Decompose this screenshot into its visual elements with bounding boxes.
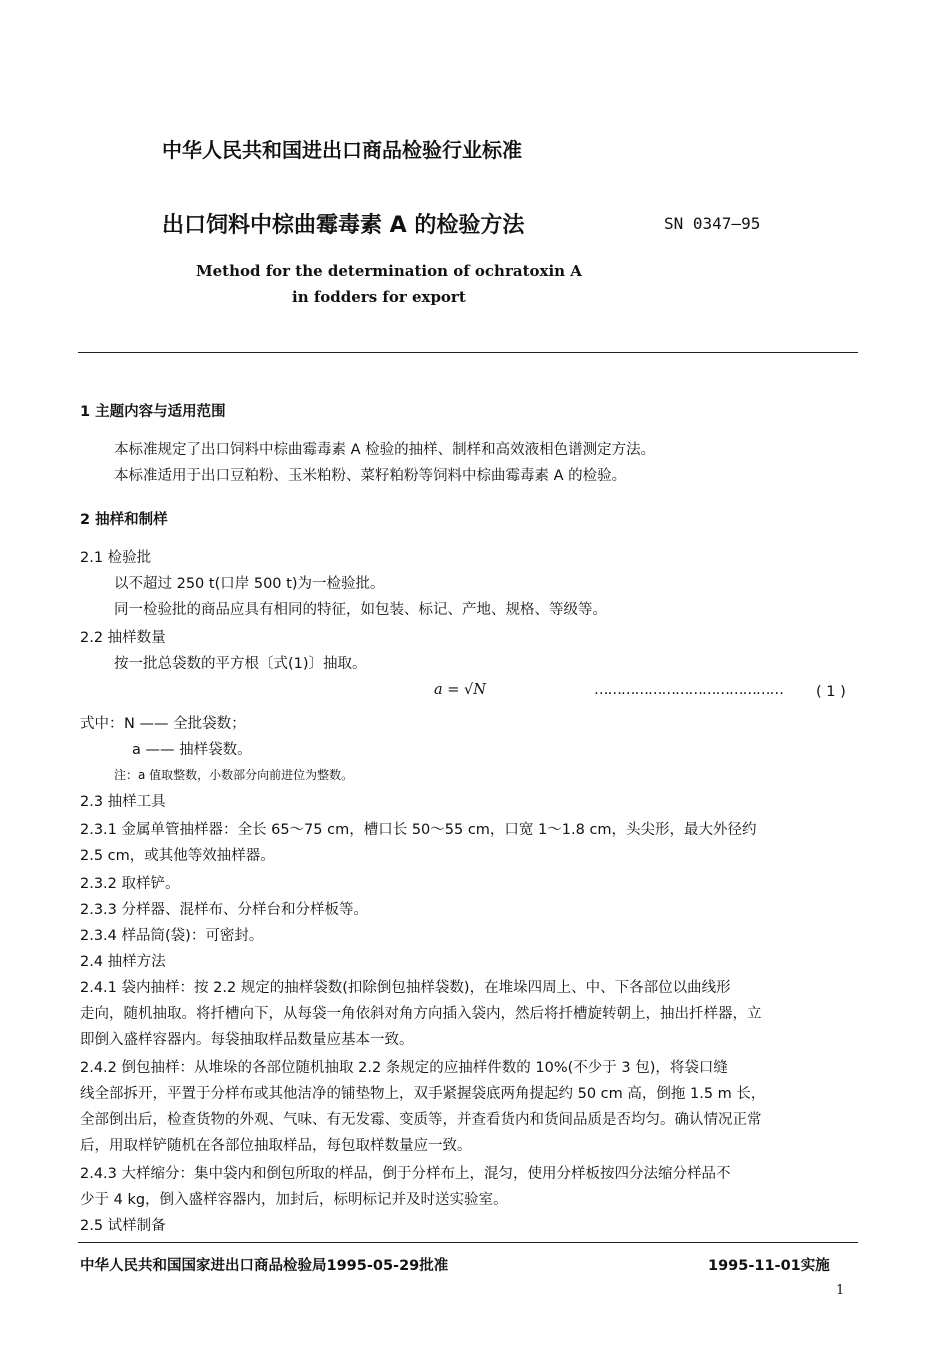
document-title-en-line2: in fodders for export [292, 288, 466, 306]
standard-code: SN 0347—95 [664, 214, 761, 233]
section-1-paragraph-2: 本标准适用于出口豆粕粉、玉米粕粉、菜籽粕粉等饲料中棕曲霉毒素 A 的检验。 [114, 468, 627, 484]
section-1-heading: 1 主题内容与适用范围 [80, 404, 226, 420]
note: 注：a 值取整数，小数部分向前进位为整数。 [114, 768, 354, 782]
clause-2-3-1-line-2: 2.5 cm，或其他等效抽样器。 [80, 848, 275, 864]
clause-2-4-2-line-3: 全部倒出后，检查货物的外观、气味、有无发霉、变质等，并查看货内和货间品质是否均匀。确认情况正常 [80, 1112, 762, 1128]
document-title-en-line1: Method for the determination of ochratoxin A [196, 262, 582, 280]
subsection-2-1-title: 2.1 检验批 [80, 550, 152, 566]
clause-2-4-2-line-2: 线全部拆开，平置于分样布或其他洁净的铺垫物上，双手紧握袋底两角提起约 50 cm 高，倒拖 1.5 m 长， [80, 1086, 766, 1102]
formula-number: ( 1 ) [816, 684, 846, 700]
where-a-definition: a —— 抽样袋数。 [132, 742, 252, 758]
page-number: 1 [836, 1283, 845, 1298]
formula-leader-dots: …………………………………… [594, 682, 783, 698]
clause-2-4-2-line-1: 2.4.2 倒包抽样：从堆垛的各部位随机抽取 2.2 条规定的应抽样件数的 10%(不少于 3 包)，将袋口缝 [80, 1060, 728, 1076]
subsection-2-3-title: 2.3 抽样工具 [80, 794, 166, 810]
formula: a = √N [434, 682, 486, 698]
clause-2-4-1-line-3: 即倒入盛样容器内。每袋抽取样品数量应基本一致。 [80, 1032, 414, 1048]
clause-2-3-3: 2.3.3 分样器、混样布、分样台和分样板等。 [80, 902, 369, 918]
clause-2-3-4: 2.3.4 样品筒(袋)：可密封。 [80, 928, 264, 944]
clause-2-3-2: 2.3.2 取样铲。 [80, 876, 180, 892]
clause-2-4-2-line-4: 后，用取样铲随机在各部位抽取样品，每包取样数量应一致。 [80, 1138, 472, 1154]
document-title-cn: 出口饲料中棕曲霉毒素 A 的检验方法 [162, 213, 525, 238]
subsection-2-2-title: 2.2 抽样数量 [80, 630, 166, 646]
section-2-heading: 2 抽样和制样 [80, 512, 168, 528]
clause-2-3-1-line-1: 2.3.1 金属单管抽样器：全长 65～75 cm，槽口长 50～55 cm，口宽 1～1.8 cm，头尖形，最大外径约 [80, 822, 757, 838]
where-label: 式中： [80, 716, 124, 732]
approval-line: 中华人民共和国国家进出口商品检验局1995-05-29批准 [80, 1258, 449, 1274]
subsection-2-2-paragraph: 按一批总袋数的平方根〔式(1)〕抽取。 [114, 656, 367, 672]
subsection-2-1-paragraph-1: 以不超过 250 t(口岸 500 t)为一检验批。 [114, 576, 385, 592]
standard-category-title: 中华人民共和国进出口商品检验行业标准 [162, 138, 522, 162]
where-N-definition: N —— 全批袋数； [124, 716, 246, 732]
implementation-date: 1995-11-01实施 [708, 1258, 830, 1274]
header-divider [78, 352, 858, 353]
footer-divider [78, 1242, 858, 1243]
section-1-paragraph-1: 本标准规定了出口饲料中棕曲霉毒素 A 检验的抽样、制样和高效液相色谱测定方法。 [114, 442, 656, 458]
clause-2-4-1-line-2: 走向，随机抽取。将扦槽向下，从每袋一角依斜对角方向插入袋内，然后将扦槽旋转朝上，抽出扦样器，立 [80, 1006, 762, 1022]
clause-2-4-3-line-2: 少于 4 kg，倒入盛样容器内，加封后，标明标记并及时送实验室。 [80, 1192, 508, 1208]
clause-2-4-3-line-1: 2.4.3 大样缩分：集中袋内和倒包所取的样品，倒于分样布上，混匀，使用分样板按四分法缩分样品不 [80, 1166, 731, 1182]
subsection-2-4-title: 2.4 抽样方法 [80, 954, 166, 970]
subsection-2-5-title: 2.5 试样制备 [80, 1218, 166, 1234]
subsection-2-1-paragraph-2: 同一检验批的商品应具有相同的特征，如包装、标记、产地、规格、等级等。 [114, 602, 607, 618]
clause-2-4-1-line-1: 2.4.1 袋内抽样：按 2.2 规定的抽样袋数(扣除倒包抽样袋数)，在堆垛四周上、中、下各部位以曲线形 [80, 980, 731, 996]
